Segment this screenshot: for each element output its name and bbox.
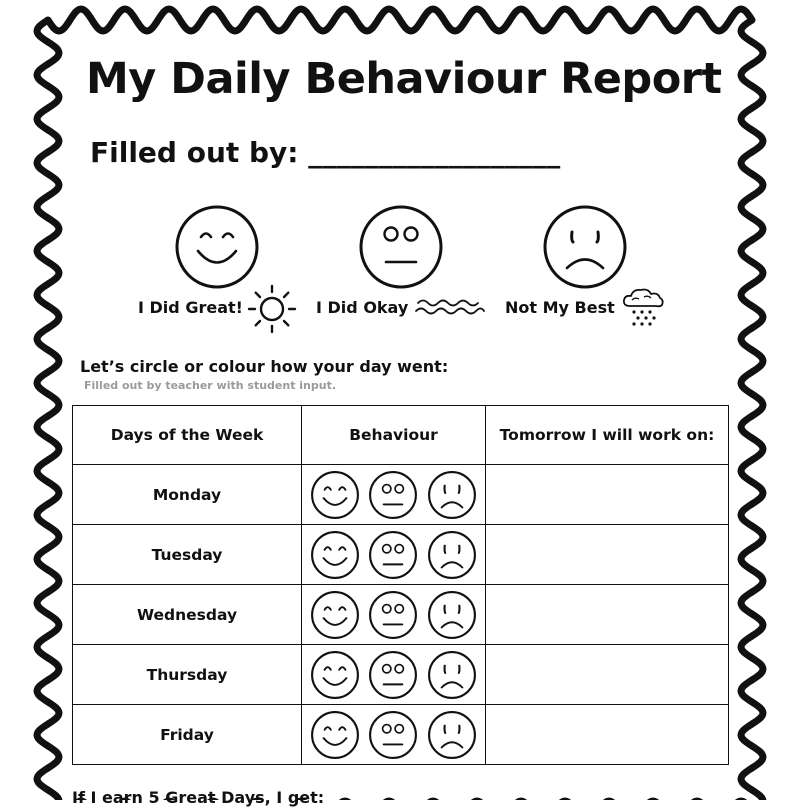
sun-icon	[246, 283, 298, 335]
table-row	[73, 705, 729, 765]
header-tomorrow: Tomorrow I will work on:	[486, 406, 729, 465]
table-row	[73, 525, 729, 585]
day-cell: Wednesday	[73, 585, 302, 645]
tomorrow-note-cell[interactable]	[486, 585, 729, 645]
sad-face-icon[interactable]	[427, 470, 477, 520]
table-row	[73, 585, 729, 645]
happy-face-icon[interactable]	[310, 470, 360, 520]
happy-face-icon	[174, 204, 260, 290]
table-header-row	[73, 406, 729, 465]
tomorrow-note-cell[interactable]	[486, 465, 729, 525]
page-title: My Daily Behaviour Report	[86, 54, 722, 104]
sad-face-icon[interactable]	[427, 650, 477, 700]
sad-face-icon[interactable]	[427, 590, 477, 640]
filled-by-line	[90, 136, 560, 169]
day-cell: Thursday	[73, 645, 302, 705]
footer-reward-text: If I earn 5 Great Days, I get:	[72, 788, 325, 807]
rain-cloud-icon	[620, 286, 666, 328]
legend-label-great: I Did Great!	[138, 298, 243, 317]
table-row	[73, 465, 729, 525]
tomorrow-note-cell[interactable]	[486, 645, 729, 705]
table-row	[73, 645, 729, 705]
behaviour-table	[72, 405, 729, 765]
neutral-face-icon[interactable]	[368, 530, 418, 580]
happy-face-icon[interactable]	[310, 650, 360, 700]
day-cell: Tuesday	[73, 525, 302, 585]
header-behaviour: Behaviour	[302, 406, 486, 465]
filled-by-label: Filled out by:	[90, 136, 299, 169]
waves-icon	[414, 296, 486, 318]
happy-face-icon[interactable]	[310, 530, 360, 580]
behaviour-faces-cell	[302, 465, 486, 525]
instructions-subtext: Filled out by teacher with student input.	[84, 379, 337, 392]
neutral-face-icon[interactable]	[368, 590, 418, 640]
day-cell: Monday	[73, 465, 302, 525]
neutral-face-icon	[358, 204, 444, 290]
behaviour-faces-cell	[302, 645, 486, 705]
filled-by-blank[interactable]: __________________	[308, 136, 561, 169]
header-days: Days of the Week	[73, 406, 302, 465]
tomorrow-note-cell[interactable]	[486, 705, 729, 765]
legend-label-okay: I Did Okay	[316, 298, 409, 317]
legend-label-not-best: Not My Best	[505, 298, 615, 317]
neutral-face-icon[interactable]	[368, 470, 418, 520]
day-cell: Friday	[73, 705, 302, 765]
instructions-heading: Let’s circle or colour how your day went:	[80, 357, 449, 376]
behaviour-faces-cell	[302, 525, 486, 585]
sad-face-icon	[542, 204, 628, 290]
happy-face-icon[interactable]	[310, 590, 360, 640]
behaviour-faces-cell	[302, 585, 486, 645]
sad-face-icon[interactable]	[427, 710, 477, 760]
happy-face-icon[interactable]	[310, 710, 360, 760]
neutral-face-icon[interactable]	[368, 710, 418, 760]
neutral-face-icon[interactable]	[368, 650, 418, 700]
sad-face-icon[interactable]	[427, 530, 477, 580]
behaviour-faces-cell	[302, 705, 486, 765]
tomorrow-note-cell[interactable]	[486, 525, 729, 585]
